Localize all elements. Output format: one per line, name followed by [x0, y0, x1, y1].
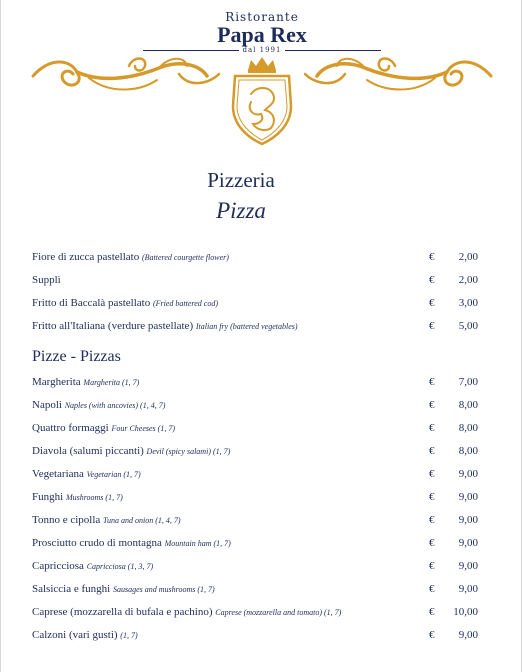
item-name: Napoli Naples (with ancovies) (1, 4, 7)	[32, 399, 166, 411]
list-item	[32, 320, 492, 338]
currency-symbol: €	[429, 422, 435, 434]
item-name: Diavola (salumi piccanti) Devil (spicy salami) (1, 7)	[32, 445, 231, 457]
currency-symbol: €	[429, 560, 435, 572]
currency-symbol: €	[429, 629, 435, 641]
item-name: Fiore di zucca pastellato (Battered courgette flower)	[32, 251, 229, 263]
item-translation: Naples (with ancovies) (1, 4, 7)	[64, 401, 166, 410]
item-translation: (Fried battered cod)	[152, 299, 218, 308]
currency-symbol: €	[429, 606, 435, 618]
item-translation: Vegetarian (1, 7)	[86, 470, 141, 479]
currency-symbol: €	[429, 297, 435, 309]
restaurant-name: Papa Rex	[217, 22, 307, 47]
item-price: 8,00	[458, 399, 478, 411]
currency-symbol: €	[429, 399, 435, 411]
since-rule-right	[285, 50, 381, 51]
item-translation: Mushrooms (1, 7)	[65, 493, 123, 502]
list-item	[32, 560, 492, 578]
item-price: 3,00	[458, 297, 478, 309]
item-price: 9,00	[458, 468, 478, 480]
currency-symbol: €	[429, 514, 435, 526]
item-price: 2,00	[458, 251, 478, 263]
currency-symbol: €	[429, 468, 435, 480]
list-item	[32, 606, 492, 624]
item-price: 9,00	[458, 537, 478, 549]
list-item	[32, 376, 492, 394]
item-translation: Four Cheeses (1, 7)	[111, 424, 175, 433]
item-name: Calzoni (vari gusti) (1, 7)	[32, 629, 138, 641]
since-rule-left	[143, 50, 239, 51]
item-translation: Italian fry (battered vegetables)	[195, 322, 298, 331]
item-name: Prosciutto crudo di montagna Mountain ham (1, 7)	[32, 537, 231, 549]
item-price: 10,00	[453, 606, 478, 618]
currency-symbol: €	[429, 251, 435, 263]
item-price: 9,00	[458, 583, 478, 595]
currency-symbol: €	[429, 491, 435, 503]
item-price: 9,00	[458, 560, 478, 572]
item-name: Supplì	[32, 274, 61, 286]
restaurant-label: Ristorante	[225, 10, 299, 24]
crest-ornament-icon	[29, 54, 495, 146]
list-item	[32, 491, 492, 509]
item-name: Tonno e cipolla Tuna and onion (1, 4, 7)	[32, 514, 181, 526]
item-price: 8,00	[458, 445, 478, 457]
since-text: dal 1991	[242, 46, 282, 54]
item-price: 8,00	[458, 422, 478, 434]
item-price: 9,00	[458, 629, 478, 641]
item-name: Quattro formaggi Four Cheeses (1, 7)	[32, 422, 175, 434]
currency-symbol: €	[429, 583, 435, 595]
currency-symbol: €	[429, 537, 435, 549]
list-item	[32, 445, 492, 463]
item-translation: (Battered courgette flower)	[141, 253, 229, 262]
currency-symbol: €	[429, 274, 435, 286]
since-line	[1, 46, 522, 54]
list-item	[32, 514, 492, 532]
item-name: Capricciosa Capricciosa (1, 3, 7)	[32, 560, 154, 572]
item-name: Funghi Mushrooms (1, 7)	[32, 491, 123, 503]
item-translation: Caprese (mozzarella and tomato) (1, 7)	[215, 608, 342, 617]
page-title: Pizzeria	[207, 168, 275, 192]
item-price: 7,00	[458, 376, 478, 388]
item-price: 2,00	[458, 274, 478, 286]
currency-symbol: €	[429, 376, 435, 388]
item-translation: Tuna and onion (1, 4, 7)	[103, 516, 181, 525]
page-subtitle: Pizza	[216, 198, 266, 223]
list-item	[32, 537, 492, 555]
currency-symbol: €	[429, 445, 435, 457]
item-price: 5,00	[458, 320, 478, 332]
list-item	[32, 422, 492, 440]
item-translation: Margherita (1, 7)	[83, 378, 140, 387]
item-name: Caprese (mozzarella di bufala e pachino) Caprese (mozzarella and tomato) (1, 7)	[32, 606, 342, 618]
item-translation: Devil (spicy salami) (1, 7)	[146, 447, 231, 456]
item-price: 9,00	[458, 491, 478, 503]
item-name: Salsiccia e funghi Sausages and mushrooms (1, 7)	[32, 583, 215, 595]
item-name: Fritto di Baccalà pastellato (Fried battered cod)	[32, 297, 218, 309]
section-heading: Pizze - Pizzas	[32, 348, 121, 365]
list-item	[32, 468, 492, 486]
item-translation: Capricciosa (1, 3, 7)	[86, 562, 154, 571]
list-item	[32, 297, 492, 315]
item-translation: Mountain ham (1, 7)	[164, 539, 231, 548]
item-translation: (1, 7)	[120, 631, 138, 640]
item-name: Fritto all'Italiana (verdure pastellate) Italian fry (battered vegetables)	[32, 320, 298, 332]
item-translation: Sausages and mushrooms (1, 7)	[112, 585, 215, 594]
list-item	[32, 629, 492, 647]
list-item	[32, 583, 492, 601]
list-item	[32, 274, 492, 292]
list-item	[32, 399, 492, 417]
item-name: Margherita Margherita (1, 7)	[32, 376, 140, 388]
list-item	[32, 251, 492, 269]
currency-symbol: €	[429, 320, 435, 332]
item-name: Vegetariana Vegetarian (1, 7)	[32, 468, 141, 480]
item-price: 9,00	[458, 514, 478, 526]
